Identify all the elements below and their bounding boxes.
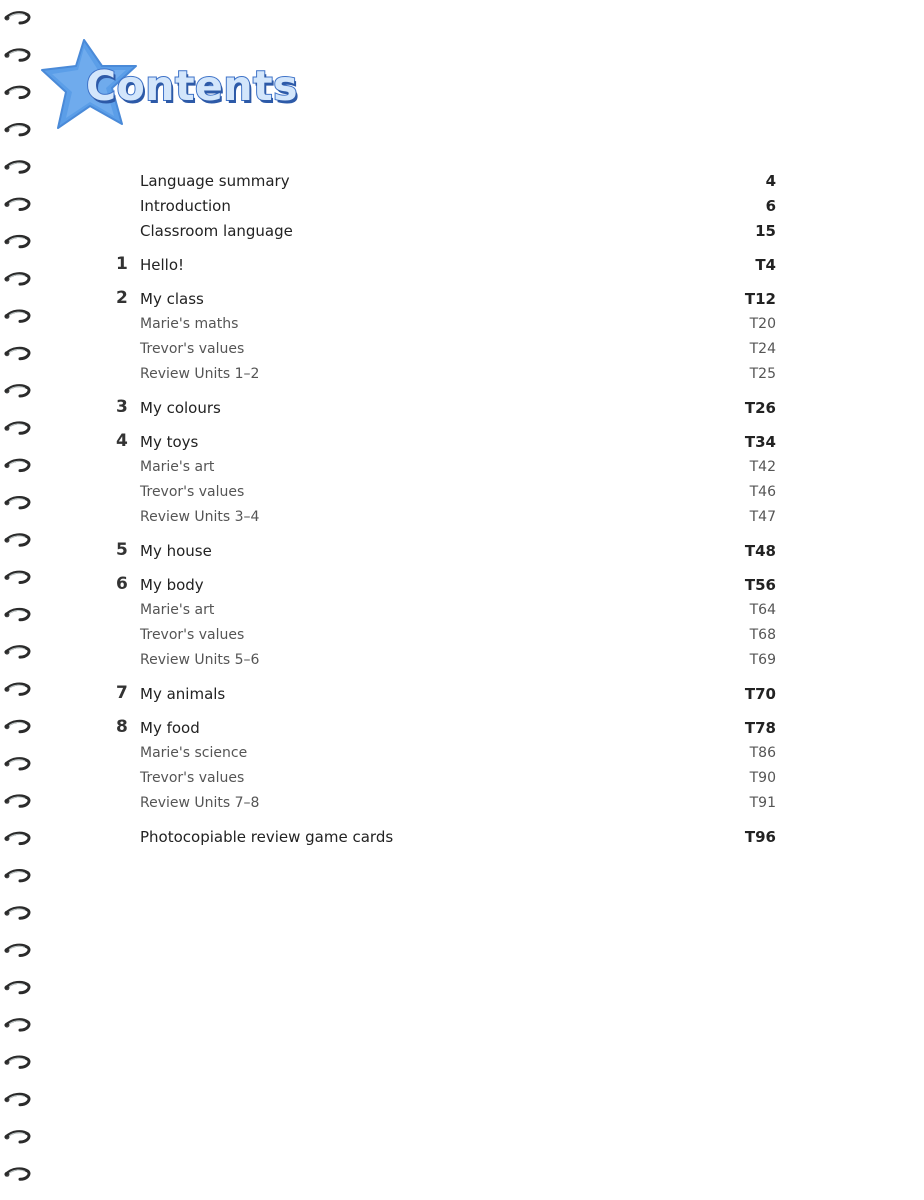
toc-page-number: T90 <box>749 770 776 786</box>
binding-coil <box>5 945 30 955</box>
binding-coil <box>5 871 30 881</box>
toc-title: My toys <box>140 433 199 451</box>
contents-header <box>38 36 328 148</box>
binding-coil <box>5 1057 30 1067</box>
toc-row <box>112 364 776 389</box>
toc-page-number: 15 <box>755 222 776 240</box>
toc-title: My animals <box>140 685 226 703</box>
toc-page-number: T56 <box>744 576 776 594</box>
binding-coil <box>5 572 30 582</box>
toc-row <box>112 482 776 507</box>
toc-row <box>112 541 776 566</box>
toc-page-number: T42 <box>749 459 776 475</box>
toc-title: Marie's art <box>140 459 215 475</box>
toc-title: Photocopiable review game cards <box>140 828 394 846</box>
toc-title: My house <box>140 542 212 560</box>
toc-title: My body <box>140 576 204 594</box>
unit-number: 8 <box>116 717 128 737</box>
binding-coil <box>5 721 30 731</box>
toc-row <box>112 196 776 221</box>
toc-row <box>112 625 776 650</box>
toc-row <box>112 600 776 625</box>
binding-coil <box>5 199 30 209</box>
binding-coil <box>5 647 30 657</box>
binding-coil <box>5 87 30 97</box>
toc-page-number: T64 <box>749 602 776 618</box>
toc-row <box>112 432 776 457</box>
toc-title: Review Units 5–6 <box>140 652 260 668</box>
toc-row <box>112 575 776 600</box>
binding-coil <box>5 684 30 694</box>
toc-spacer <box>112 675 776 684</box>
toc-page-number: T47 <box>749 509 776 525</box>
binding-coil <box>5 908 30 918</box>
toc-row <box>112 314 776 339</box>
toc-title: My food <box>140 719 200 737</box>
binding-coil <box>5 498 30 508</box>
toc-title: My class <box>140 290 204 308</box>
binding-coil <box>5 1169 30 1179</box>
unit-number: 2 <box>116 288 128 308</box>
toc-row <box>112 793 776 818</box>
toc-page-number: T69 <box>749 652 776 668</box>
toc-spacer <box>112 246 776 255</box>
toc-page-number: T68 <box>749 627 776 643</box>
toc-title: Marie's science <box>140 745 248 761</box>
toc-page-number: 4 <box>765 172 776 190</box>
binding-coil <box>5 50 30 60</box>
toc-page-number: T46 <box>749 484 776 500</box>
toc-row <box>112 171 776 196</box>
toc-page-number: T26 <box>744 399 776 417</box>
binding-coil <box>5 833 30 843</box>
toc-title: Language summary <box>140 172 290 190</box>
toc-title: Introduction <box>140 197 231 215</box>
toc-title: Review Units 7–8 <box>140 795 260 811</box>
toc-row <box>112 339 776 364</box>
toc-row <box>112 457 776 482</box>
binding-coil <box>5 1020 30 1030</box>
binding-coil <box>5 609 30 619</box>
unit-number: 1 <box>116 254 128 274</box>
toc-title: Trevor's values <box>140 770 245 786</box>
toc-title: Trevor's values <box>140 627 245 643</box>
toc-page-number: T70 <box>744 685 776 703</box>
toc-title: My colours <box>140 399 221 417</box>
unit-number: 3 <box>116 397 128 417</box>
unit-number: 7 <box>116 683 128 703</box>
toc-row <box>112 768 776 793</box>
toc-row <box>112 718 776 743</box>
toc-page-number: T34 <box>744 433 776 451</box>
toc-title: Trevor's values <box>140 484 245 500</box>
binding-coil <box>5 796 30 806</box>
toc-spacer <box>112 423 776 432</box>
unit-number: 5 <box>116 540 128 560</box>
toc-title: Review Units 1–2 <box>140 366 260 382</box>
toc-page-number: 6 <box>765 197 776 215</box>
toc-spacer <box>112 389 776 398</box>
page-title: Contents <box>86 62 299 110</box>
toc-page-number: T78 <box>744 719 776 737</box>
toc-page-number: T96 <box>744 828 776 846</box>
toc-row <box>112 221 776 246</box>
binding-coil <box>5 460 30 470</box>
toc-page-number: T86 <box>749 745 776 761</box>
toc-title: Marie's maths <box>140 316 239 332</box>
toc-page-number: T4 <box>755 256 776 274</box>
toc-spacer <box>112 280 776 289</box>
toc-title: Marie's art <box>140 602 215 618</box>
unit-number: 4 <box>116 431 128 451</box>
toc-page-number: T48 <box>744 542 776 560</box>
toc-title: Review Units 3–4 <box>140 509 260 525</box>
binding-coil <box>5 759 30 769</box>
toc-row <box>112 289 776 314</box>
toc-spacer <box>112 818 776 827</box>
binding-coil <box>5 274 30 284</box>
table-of-contents <box>112 171 776 852</box>
toc-title: Trevor's values <box>140 341 245 357</box>
toc-page-number: T25 <box>749 366 776 382</box>
toc-spacer <box>112 566 776 575</box>
toc-spacer <box>112 532 776 541</box>
binding-coil <box>5 311 30 321</box>
binding-coil <box>5 236 30 246</box>
binding-coil <box>5 1094 30 1104</box>
toc-row <box>112 743 776 768</box>
binding-coil <box>5 535 30 545</box>
toc-page-number: T24 <box>749 341 776 357</box>
spiral-binding <box>0 0 40 1200</box>
unit-number: 6 <box>116 574 128 594</box>
toc-title: Hello! <box>140 256 185 274</box>
binding-coil <box>5 386 30 396</box>
binding-coil <box>5 1132 30 1142</box>
binding-coil <box>5 125 30 135</box>
toc-spacer <box>112 709 776 718</box>
toc-row <box>112 827 776 852</box>
toc-row <box>112 398 776 423</box>
toc-row <box>112 650 776 675</box>
binding-coil <box>5 348 30 358</box>
toc-page-number: T91 <box>749 795 776 811</box>
toc-row <box>112 684 776 709</box>
toc-row <box>112 255 776 280</box>
toc-page-number: T20 <box>749 316 776 332</box>
toc-page-number: T12 <box>744 290 776 308</box>
binding-coil <box>5 423 30 433</box>
binding-coil <box>5 982 30 992</box>
toc-row <box>112 507 776 532</box>
binding-coil <box>5 13 30 23</box>
binding-coil <box>5 162 30 172</box>
toc-title: Classroom language <box>140 222 293 240</box>
